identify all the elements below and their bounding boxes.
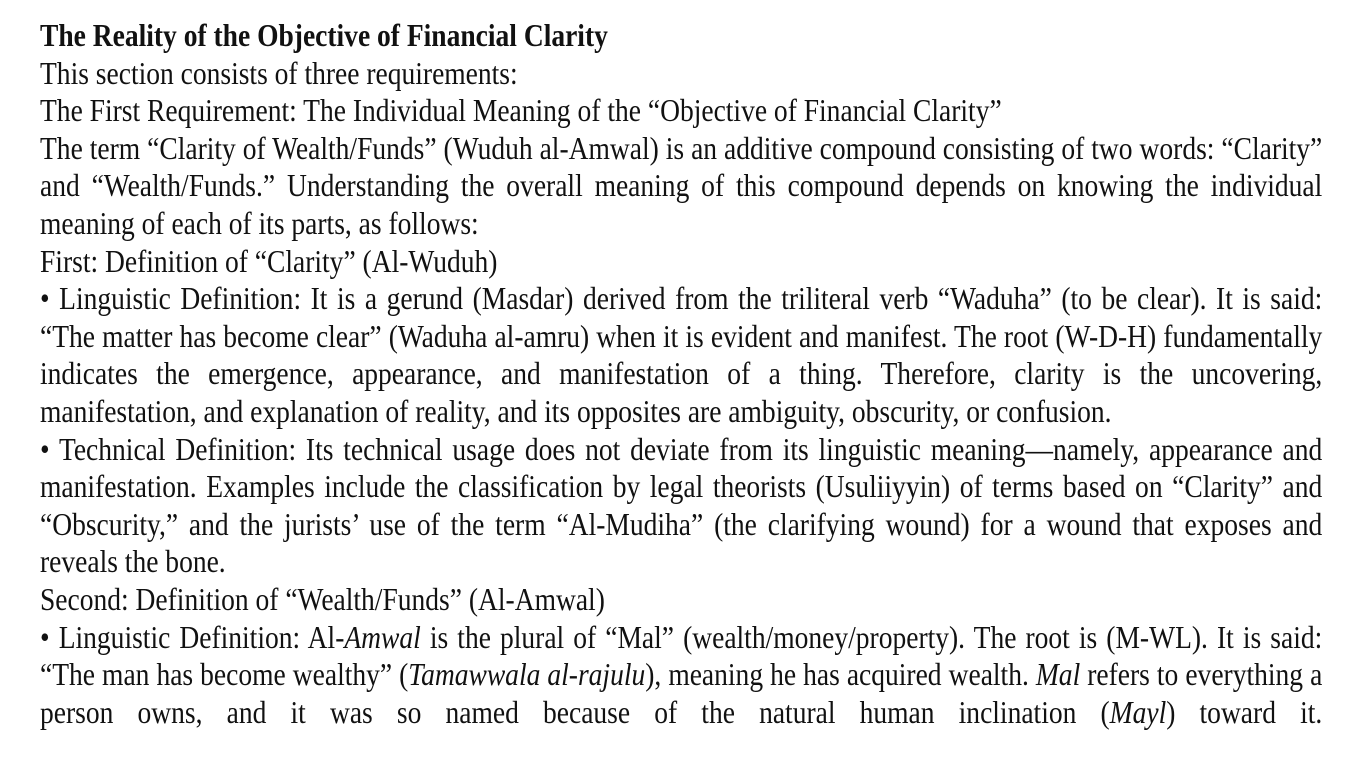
wealth-text-1: • Linguistic Definition: Al- [40,618,345,655]
wealth-text-2: is the plural of “Mal” (wealth/money/property). The root is (M-WL). It is said: “The man has become wealthy” ( [40,618,1323,693]
document-body [40,17,1322,731]
wealth-term-amwal: Amwal [344,618,421,655]
clarity-technical-paragraph: • Technical Definition: Its technical usage does not deviate from its linguistic meaning—namely, appearance and manifestation. Examples include the classification by legal theorists (Usuliiyyin) of terms based on “Clarity” and “Obscurity,” and the jurists’ use of the term “Al-Mudiha” (the clarifying wound) for a wound that exposes and reveals the bone. [40,430,1323,580]
wealth-text-5: ) toward it. [1166,693,1323,730]
wealth-heading: Second: Definition of “Wealth/Funds” (Al-Amwal) [40,580,605,617]
wealth-term-mal: Mal [1035,656,1081,693]
requirement-heading: The First Requirement: The Individual Meaning of the “Objective of Financial Clarity” [40,92,1002,129]
clarity-linguistic-paragraph: • Linguistic Definition: It is a gerund (Masdar) derived from the triliteral verb “Waduha” (to be clear). It is said: “The matter has become clear” (Waduha al-amru) when it is evident and manifest. The root (W-D-H) fundamentally indicates the emergence, appearance, and manifestation of a thing. Therefore, clarity is the uncovering, manifestation, and explanation of reality, and its opposites are ambiguity, obscurity, or confusion. [40,280,1323,429]
wealth-term-tamawwala: Tamawwala al-rajulu [408,656,646,693]
page-title: The Reality of the Objective of Financial Clarity [40,17,608,53]
compound-paragraph: The term “Clarity of Wealth/Funds” (Wuduh al-Amwal) is an additive compound consisting of two words: “Clarity” and “Wealth/Funds.” Understanding the overall meaning of this compound depends on knowing the individual meaning of each of its parts, as follows: [40,129,1323,241]
intro-line: This section consists of three requirements: [40,54,518,91]
clarity-heading: First: Definition of “Clarity” (Al-Wuduh) [40,242,498,279]
wealth-text-4: refers to everything a person owns, and it was so named because of the natural human inclination ( [40,656,1323,730]
wealth-text-3: ), meaning he has acquired wealth. [645,656,1036,693]
document-page [40,17,1323,731]
wealth-linguistic-paragraph [40,619,1322,732]
wealth-term-mayl: Mayl [1109,693,1167,730]
